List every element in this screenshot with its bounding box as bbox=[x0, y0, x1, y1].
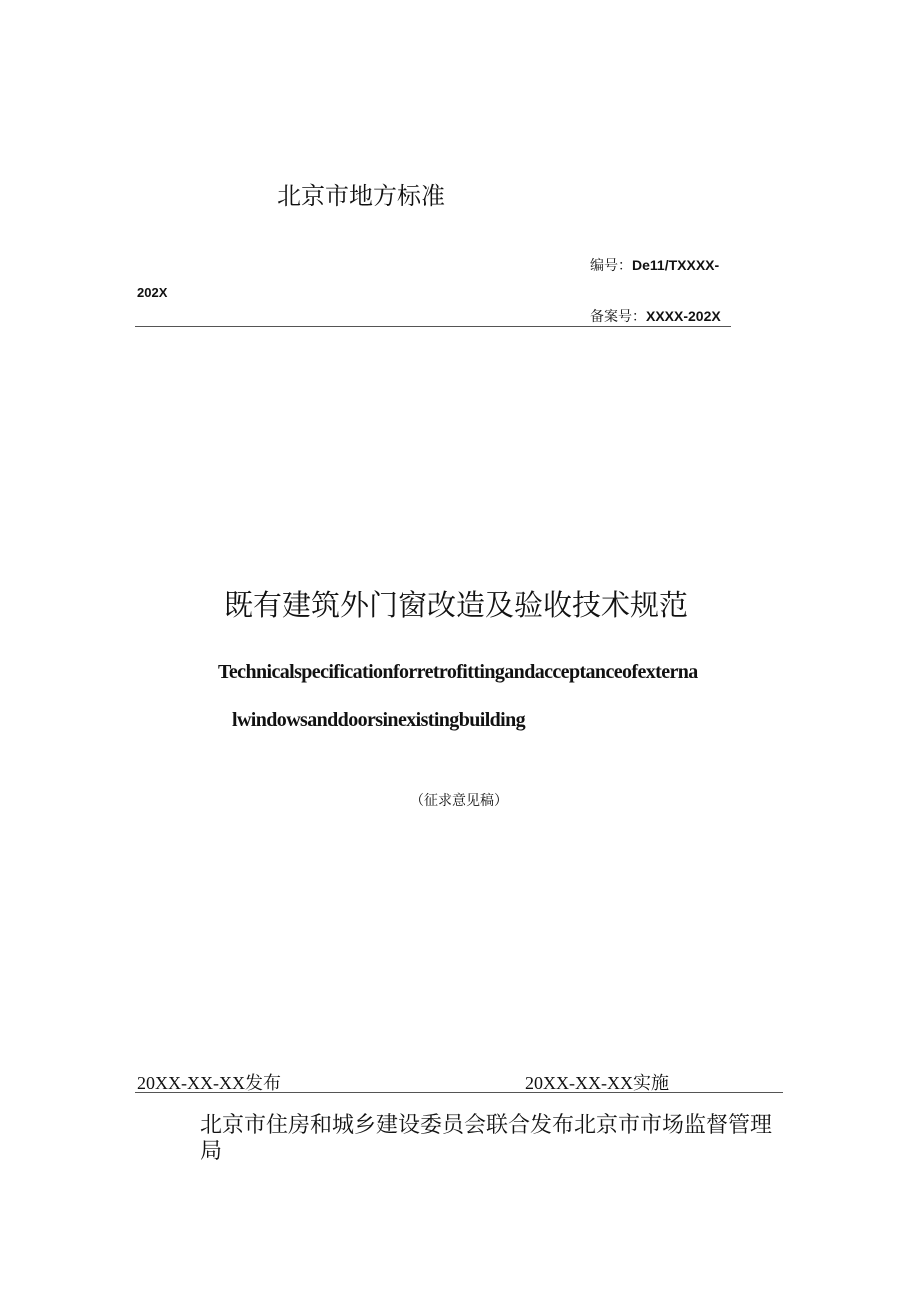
header-divider bbox=[135, 326, 731, 327]
effective-date-value: 20XX-XX-XX bbox=[525, 1073, 633, 1093]
english-title-line-2: lwindowsanddoorsinexistingbuilding bbox=[232, 709, 526, 731]
record-number-value: XXXX-202X bbox=[646, 308, 721, 324]
standard-code-value: De11/TXXXX- bbox=[632, 257, 720, 273]
record-number-label: 备案号： bbox=[590, 309, 646, 325]
publish-date-value: 20XX-XX-XX bbox=[137, 1073, 245, 1093]
standard-code-label: 编号： bbox=[590, 258, 632, 274]
standard-code bbox=[590, 255, 719, 275]
issuing-authority: 北京市住房和城乡建设委员会联合发布北京市市场监督管理局 bbox=[200, 1113, 773, 1164]
draft-note: （征求意见稿） bbox=[410, 793, 508, 809]
footer-divider bbox=[135, 1092, 783, 1093]
record-number bbox=[590, 306, 721, 326]
english-title-line-1: Technicalspecificationforretrofittingandacceptanceofexterna bbox=[218, 661, 698, 683]
document-title: 既有建筑外门窗改造及验收技术规范 bbox=[224, 588, 689, 622]
standard-type-title: 北京市地方标准 bbox=[277, 182, 445, 210]
standard-code-continuation: 202X bbox=[137, 285, 168, 300]
effective-date-label: 实施 bbox=[632, 1073, 669, 1094]
publish-date-label: 发布 bbox=[244, 1073, 281, 1094]
